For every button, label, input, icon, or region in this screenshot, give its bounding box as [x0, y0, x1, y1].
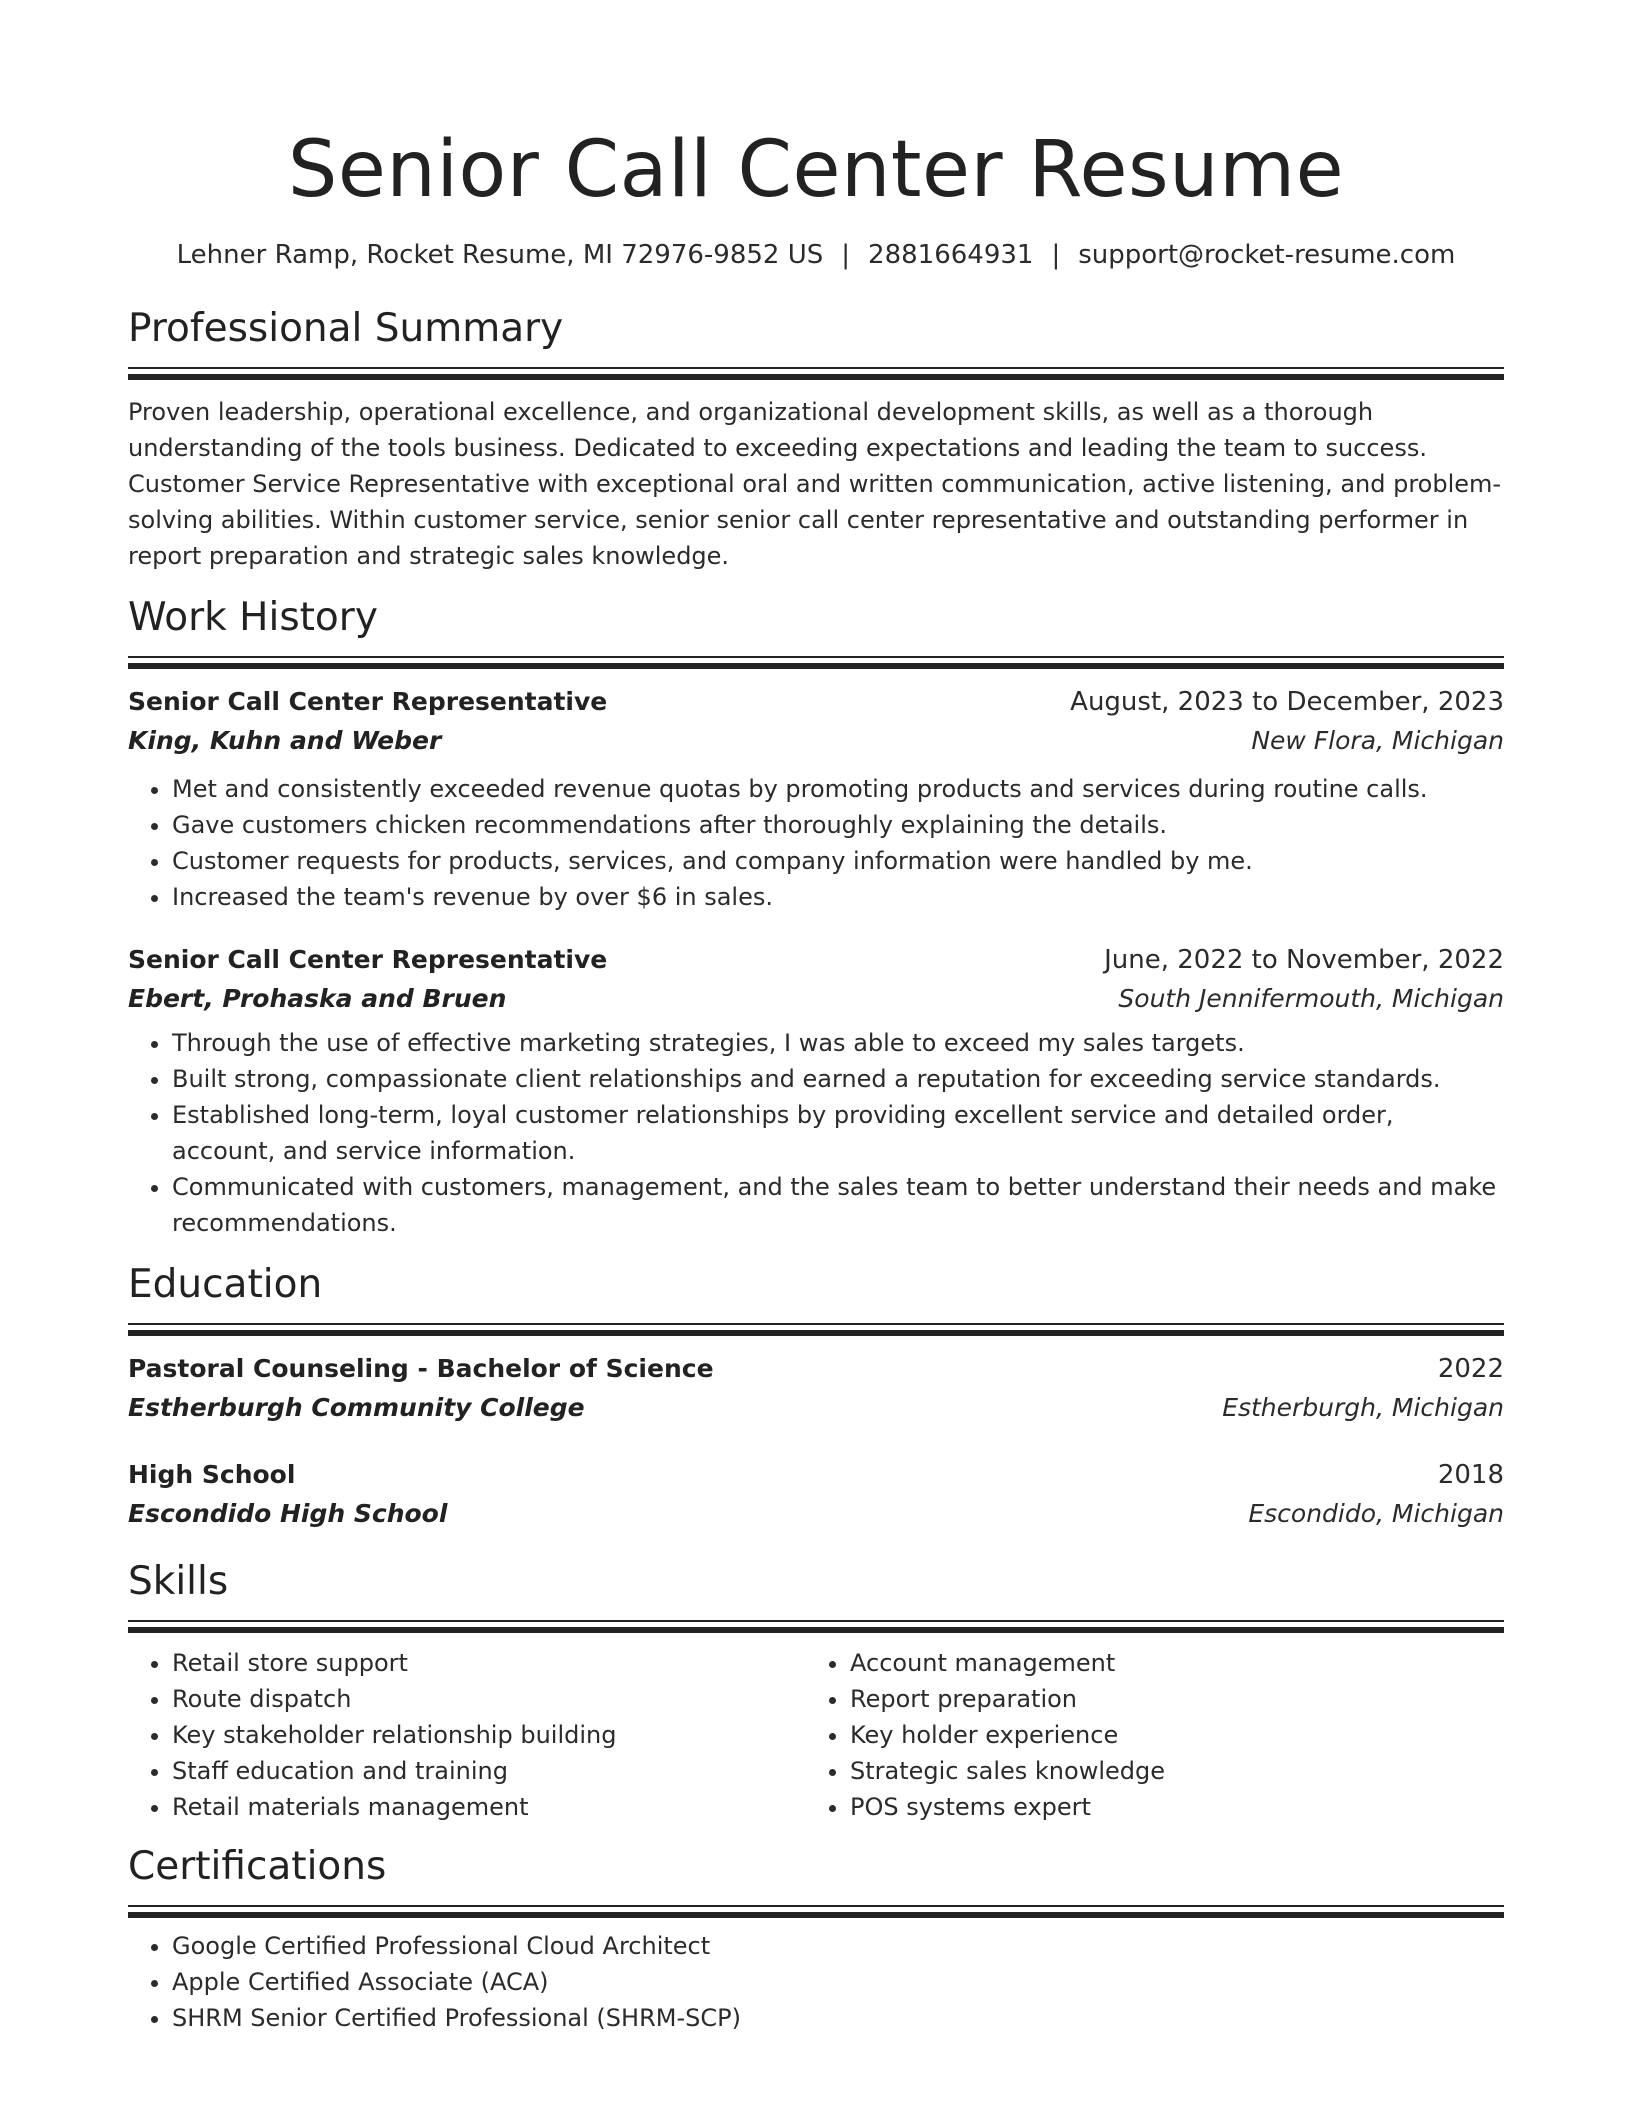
list-item: • POS systems expert [850, 1789, 1484, 1825]
list-item: • Met and consistently exceeded revenue quotas by promoting products and services during routine calls. [172, 771, 1504, 807]
contact-separator: | [841, 240, 851, 270]
job-entry [128, 683, 1504, 915]
list-item: • Increased the team's revenue by over $6 in sales. [172, 879, 1504, 915]
job-bullets [128, 1025, 1504, 1241]
contact-phone: 2881664931 [868, 240, 1034, 270]
education-entry [128, 1456, 1504, 1534]
list-item: • Communicated with customers, management, and the sales team to better understand their needs and make recommendations. [172, 1169, 1504, 1241]
resume-title: Senior Call Center Resume [287, 125, 1345, 215]
certifications-section [128, 1843, 1504, 2036]
job-company: King, Kuhn and Weber [128, 726, 442, 755]
list-item: • Report preparation [850, 1681, 1484, 1717]
contact-address: Lehner Ramp, Rocket Resume, MI 72976-9852 US [176, 240, 824, 270]
education-degree: High School [128, 1460, 296, 1489]
education-degree: Pastoral Counseling - Bachelor of Science [128, 1354, 714, 1383]
section-heading: Education [128, 1262, 323, 1307]
job-location: South Jennifermouth, Michigan [1118, 984, 1504, 1013]
job-title: Senior Call Center Representative [128, 687, 608, 716]
education-location: Escondido, Michigan [1248, 1499, 1504, 1528]
list-item: • Account management [850, 1645, 1484, 1681]
summary-section [128, 305, 1504, 574]
education-section [128, 1261, 1504, 1534]
job-company: Ebert, Prohaska and Bruen [128, 984, 507, 1013]
education-school: Estherburgh Community College [128, 1393, 585, 1422]
job-dates: June, 2022 to November, 2022 [1104, 945, 1504, 975]
list-item: • Key holder experience [850, 1717, 1484, 1753]
section-heading: Professional Summary [128, 306, 564, 351]
education-year: 2018 [1437, 1460, 1504, 1490]
education-school: Escondido High School [128, 1499, 448, 1528]
list-item: • Key stakeholder relationship building [172, 1717, 806, 1753]
section-divider [128, 1905, 1504, 1918]
skills-columns [128, 1645, 1504, 1825]
list-item: • Strategic sales knowledge [850, 1753, 1484, 1789]
education-year: 2022 [1437, 1354, 1504, 1384]
job-dates: August, 2023 to December, 2023 [1070, 687, 1504, 717]
list-item: • Customer requests for products, services, and company information were handled by me. [172, 843, 1504, 879]
job-bullets [128, 771, 1504, 915]
skills-list-right [806, 1645, 1484, 1825]
education-location: Estherburgh, Michigan [1222, 1393, 1504, 1422]
section-heading: Certifications [128, 1844, 387, 1889]
resume-page [128, 0, 1504, 2036]
list-item: • Google Certified Professional Cloud Architect [172, 1928, 1504, 1964]
job-title: Senior Call Center Representative [128, 945, 608, 974]
list-item: • Through the use of effective marketing strategies, I was able to exceed my sales targets. [172, 1025, 1504, 1061]
certifications-list [128, 1928, 1504, 2036]
education-entry [128, 1350, 1504, 1428]
section-divider [128, 1323, 1504, 1336]
list-item: • Gave customers chicken recommendations after thoroughly explaining the details. [172, 807, 1504, 843]
skills-section [128, 1558, 1504, 1825]
section-divider [128, 367, 1504, 380]
skills-list-left [128, 1645, 806, 1825]
job-entry [128, 941, 1504, 1241]
list-item: • Staff education and training [172, 1753, 806, 1789]
work-history-section [128, 594, 1504, 1241]
contact-line [128, 238, 1504, 272]
contact-email: support@rocket-resume.com [1078, 240, 1456, 270]
summary-text: Proven leadership, operational excellence, and organizational development skills, as well as a thorough understanding of the tools business. Dedicated to exceeding expectations and leading the team to success. Customer Service Representative with exceptional oral and written communication, active listening, and problem-solving abilities. Within customer service, senior senior call center representative and outstanding performer in report preparation and strategic sales knowledge. [128, 398, 1502, 570]
list-item: • Established long-term, loyal customer relationships by providing excellent service and detailed order, account, and service information. [172, 1097, 1504, 1169]
job-location: New Flora, Michigan [1251, 726, 1504, 755]
section-divider [128, 656, 1504, 669]
list-item: • Route dispatch [172, 1681, 806, 1717]
contact-separator: | [1051, 240, 1061, 270]
list-item: • Built strong, compassionate client relationships and earned a reputation for exceeding service standards. [172, 1061, 1504, 1097]
list-item: • Retail materials management [172, 1789, 806, 1825]
section-heading: Skills [128, 1559, 229, 1604]
list-item: • Apple Certified Associate (ACA) [172, 1964, 1504, 2000]
list-item: • Retail store support [172, 1645, 806, 1681]
section-heading: Work History [128, 595, 378, 640]
list-item: • SHRM Senior Certified Professional (SHRM-SCP) [172, 2000, 1504, 2036]
section-divider [128, 1620, 1504, 1633]
